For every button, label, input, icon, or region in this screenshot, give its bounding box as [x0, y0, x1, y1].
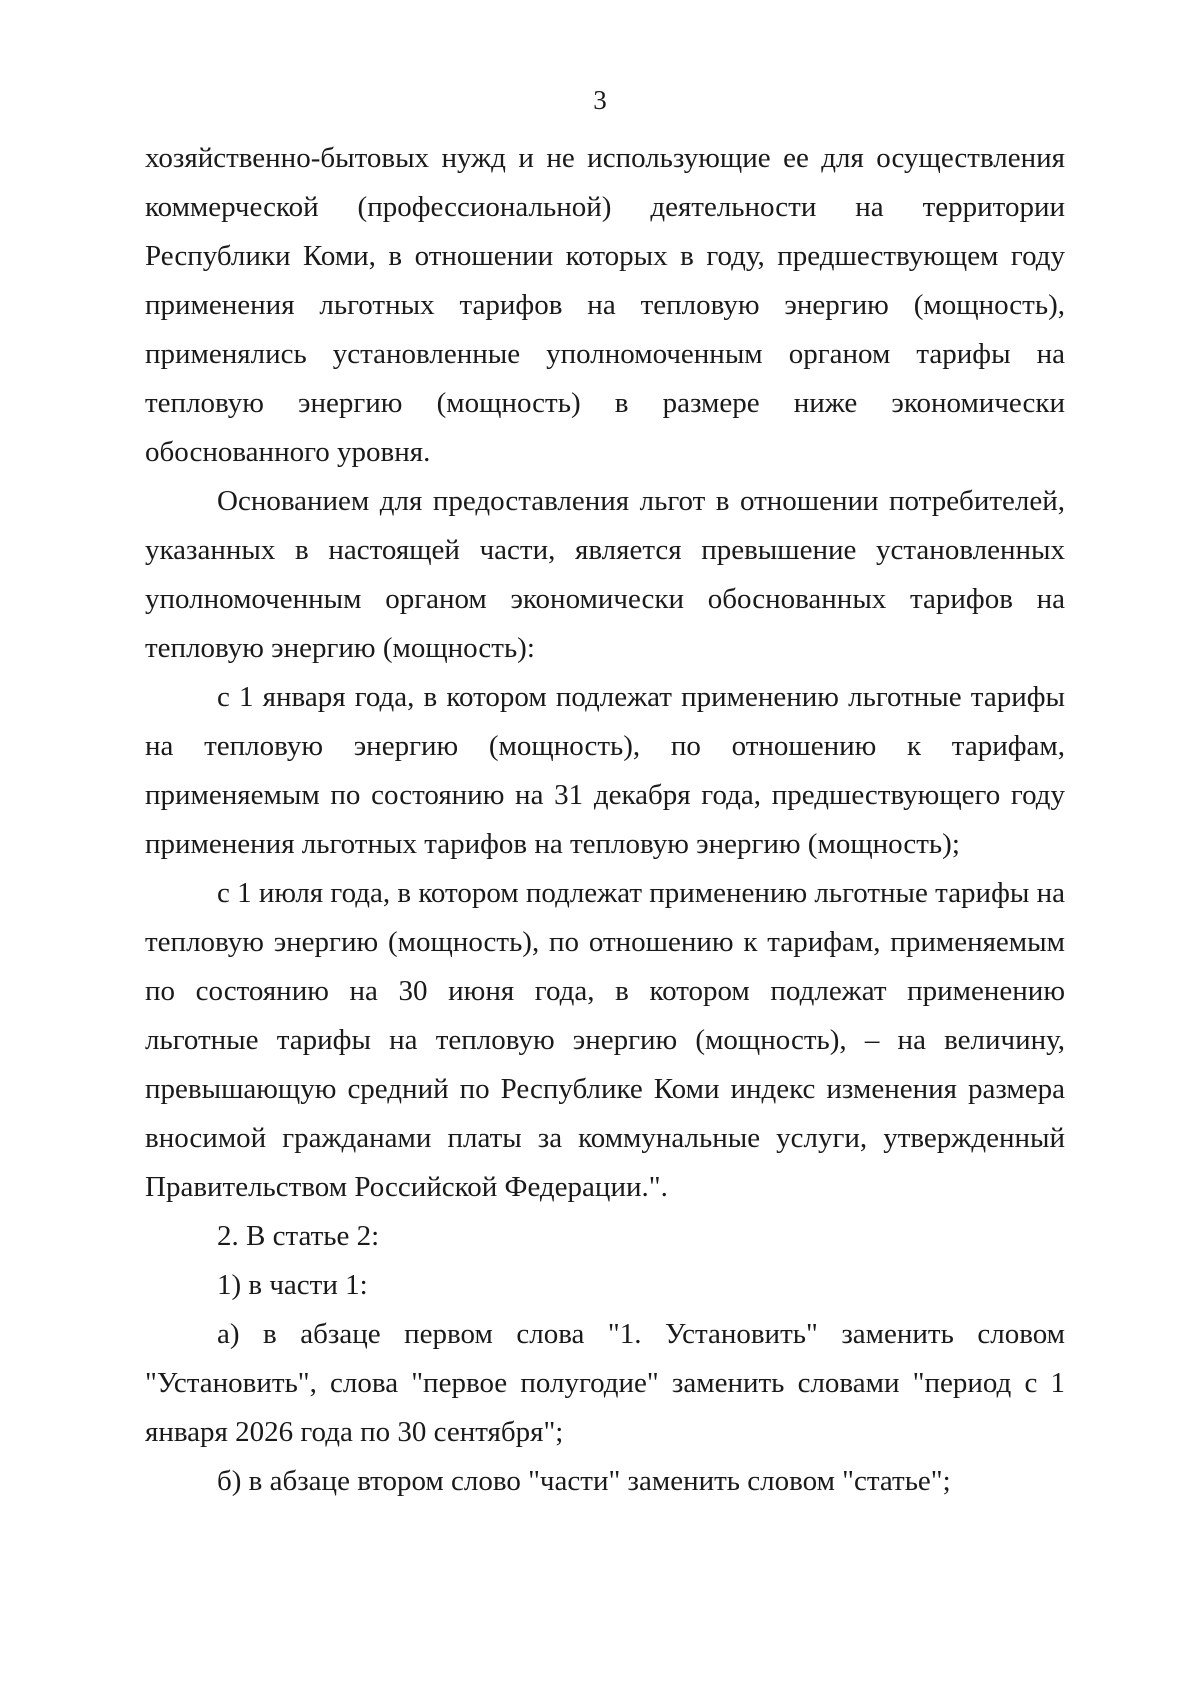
paragraph-consumers-description: хозяйственно-бытовых нужд и не использующие ее для осуществления коммерческой (профессиональной) деятельности на территории Республики Коми, в отношении которых в году, предшествующем году применения льготных тарифов на тепловую энергию (мощность), применялись установленные уполномоченным органом тарифы на тепловую энергию (мощность) в размере ниже экономически обоснованного уровня. — [145, 142, 1065, 468]
paragraph-from-july-1: с 1 июля года, в котором подлежат применению льготные тарифы на тепловую энергию (мощность), по отношению к тарифам, применяемым по состоянию на 30 июня года, в котором подлежат применению льготные тарифы на тепловую энергию (мощность), – на величину, превышающую средний по Республике Коми индекс изменения размера вносимой гражданами платы за коммунальные услуги, утвержденный Правительством Российской Федерации.". — [145, 877, 1065, 1203]
paragraph-subitem-b: б) в абзаце втором слово "части" заменить словом "статье"; — [217, 1465, 951, 1497]
paragraph-grounds-for-benefits: Основанием для предоставления льгот в отношении потребителей, указанных в настоящей части, является превышение установленных уполномоченным органом экономически обоснованных тарифов на тепловую энергию (мощность): — [145, 485, 1065, 664]
paragraph-subitem-a: а) в абзаце первом слова "1. Установить" заменить словом "Установить", слова "первое полугодие" заменить словами "период с 1 января 2026 года по 30 сентября"; — [145, 1318, 1065, 1448]
paragraph-part-1-heading: 1) в части 1: — [217, 1269, 368, 1301]
paragraph-article-2-heading: 2. В статье 2: — [217, 1220, 380, 1252]
page-number: 3 — [593, 85, 607, 115]
document-body — [145, 134, 1065, 1506]
paragraph-from-january-1: с 1 января года, в котором подлежат применению льготные тарифы на тепловую энергию (мощность), по отношению к тарифам, применяемым по состоянию на 31 декабря года, предшествующего году применения льготных тарифов на тепловую энергию (мощность); — [145, 681, 1065, 860]
